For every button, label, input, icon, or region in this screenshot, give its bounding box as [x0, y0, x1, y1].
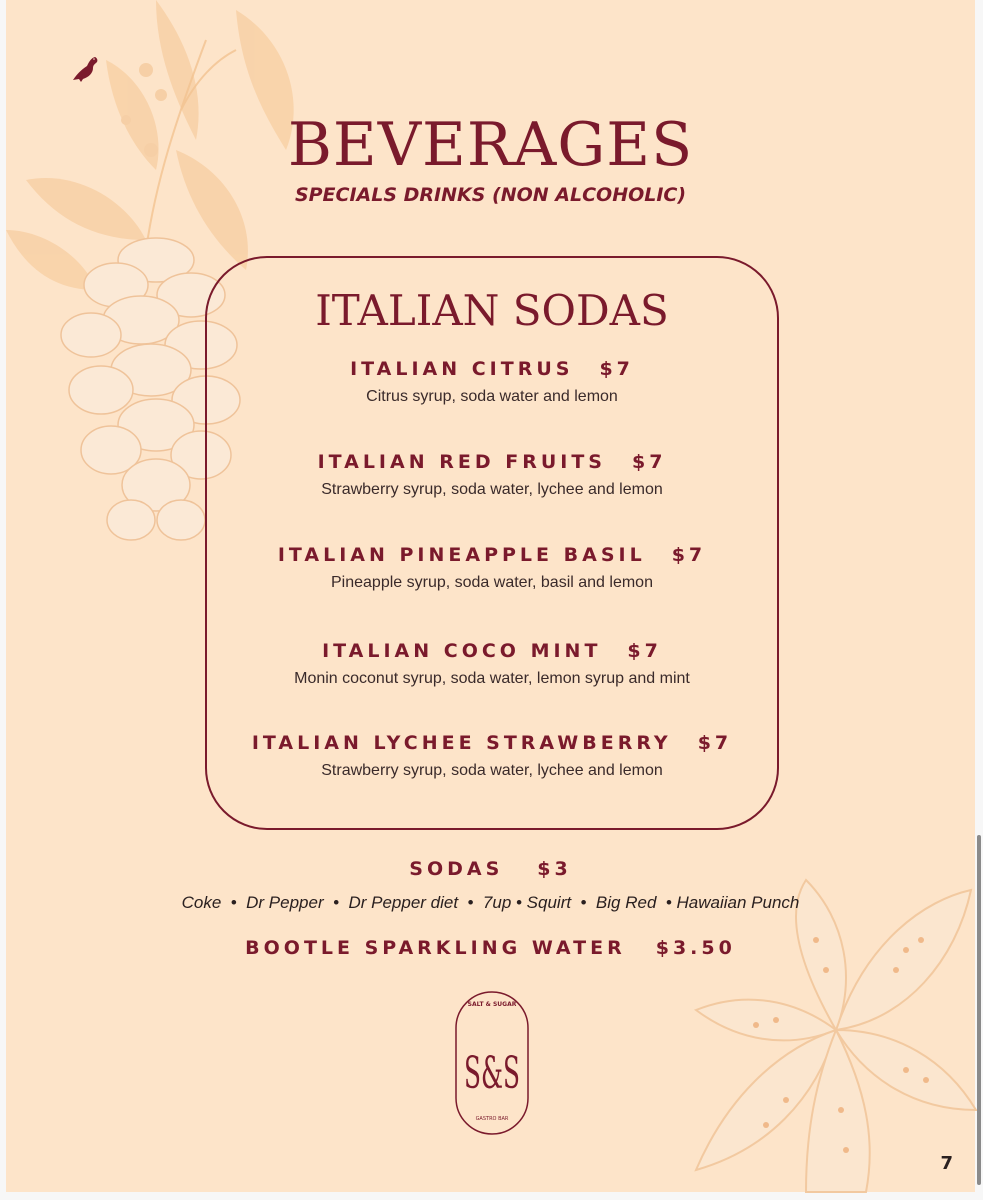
logo-top-text: SALT & SUGAR	[467, 1001, 517, 1008]
item-name: ITALIAN LYCHEE STRAWBERRY	[251, 732, 672, 754]
salt-sugar-logo	[454, 990, 530, 1136]
menu-item	[207, 451, 777, 499]
sodas-label: SODAS	[409, 858, 504, 880]
logo-bottom-text: GASTRO BAR	[475, 1116, 509, 1122]
menu-page	[6, 0, 975, 1192]
sparkling-water-heading	[6, 937, 975, 959]
lily-illustration	[636, 880, 976, 1192]
item-price: $7	[697, 732, 733, 754]
item-price: $7	[631, 451, 667, 473]
item-name: ITALIAN RED FRUITS	[317, 451, 606, 473]
logo-monogram: S&S	[464, 1048, 520, 1099]
page-title: BEVERAGES	[287, 110, 694, 180]
menu-item	[207, 358, 777, 406]
item-price: $7	[671, 544, 707, 566]
item-name: ITALIAN COCO MINT	[322, 640, 602, 662]
item-price: $7	[599, 358, 634, 380]
sodas-list: Coke • Dr Pepper • Dr Pepper diet • 7up • Squirt • Big Red • Hawaiian Punch	[181, 893, 800, 912]
page-number: 7	[940, 1153, 953, 1174]
item-description: Strawberry syrup, soda water, lychee and lemon	[321, 762, 663, 779]
sparkling-label: BOOTLE SPARKLING WATER	[245, 937, 626, 959]
bird-logo-icon	[69, 52, 101, 84]
menu-item	[207, 732, 777, 780]
item-description: Monin coconut syrup, soda water, lemon syrup and mint	[294, 670, 690, 687]
sodas-price: $3	[537, 858, 572, 880]
menu-item	[207, 544, 777, 592]
sparkling-price: $3.50	[655, 937, 736, 959]
page-subtitle: SPECIALS DRINKS (NON ALCOHOLIC)	[294, 184, 687, 206]
item-description: Strawberry syrup, soda water, lychee and lemon	[321, 481, 663, 498]
sodas-heading	[6, 858, 975, 880]
item-description: Pineapple syrup, soda water, basil and lemon	[331, 574, 653, 591]
item-price: $7	[627, 640, 662, 662]
item-name: ITALIAN PINEAPPLE BASIL	[277, 544, 646, 566]
section-title: ITALIAN SODAS	[315, 286, 669, 335]
italian-sodas-box	[205, 256, 779, 830]
item-description: Citrus syrup, soda water and lemon	[366, 388, 618, 405]
scrollbar[interactable]	[977, 835, 981, 1185]
menu-item	[207, 640, 777, 688]
item-name: ITALIAN CITRUS	[350, 358, 574, 380]
